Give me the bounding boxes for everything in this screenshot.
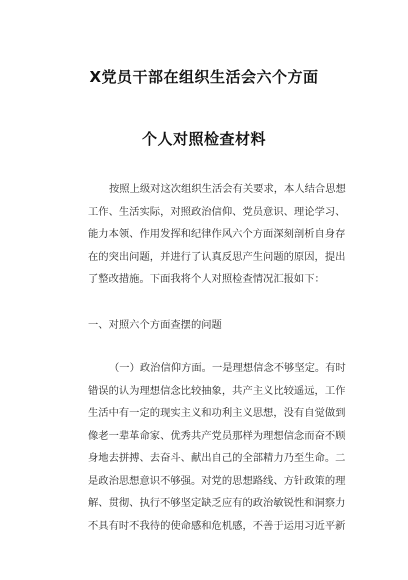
document-title-line-2: 个人对照检查材料 — [141, 130, 266, 148]
body-line: 生活中有一定的现实主义和功利主义思想，没有自觉做到 — [88, 407, 346, 419]
body-line: 是政治思想意识不够强。对党的思想路线、方针政策的理 — [88, 474, 346, 487]
intro-line: 能力本领、作用发挥和纪律作风六个方面深刻剖析自身存 — [88, 228, 346, 240]
intro-line: 在的突出问题，并进行了认真反思产生问题的原因，提出 — [88, 250, 346, 263]
body-paragraph — [88, 357, 348, 537]
section-heading: 一、对照六个方面查摆的问题 — [88, 319, 222, 331]
intro-paragraph — [88, 178, 348, 291]
document-title-line-1: X党员干部在组织生活会六个方面 — [89, 68, 319, 86]
body-line: （一）政治信仰方面。一是理想信念不够坚定。有时 — [109, 362, 346, 374]
intro-line: 按照上级对这次组织生活会有关要求，本人结合思想 — [109, 183, 346, 195]
body-line: 不具有时不我待的使命感和危机感，不善于运用习近平新 — [88, 519, 346, 532]
body-line: 错误的认为理想信念比较抽象，共产主义比较遥远，工作 — [88, 384, 346, 397]
body-line: 像老一辈革命家、优秀共产党员那样为理想信念而奋不顾 — [88, 429, 346, 442]
intro-line: 了整改措施。下面我将个人对照检查情况汇报如下： — [88, 273, 325, 285]
body-line: 解、贯彻、执行不够坚定缺乏应有的政治敏锐性和洞察力 — [88, 497, 346, 509]
body-line: 身地去拼搏、去奋斗、献出自己的全部精力乃至生命。二 — [88, 452, 346, 464]
intro-line: 工作、生活实际，对照政治信仰、党员意识、理论学习、 — [88, 205, 346, 218]
